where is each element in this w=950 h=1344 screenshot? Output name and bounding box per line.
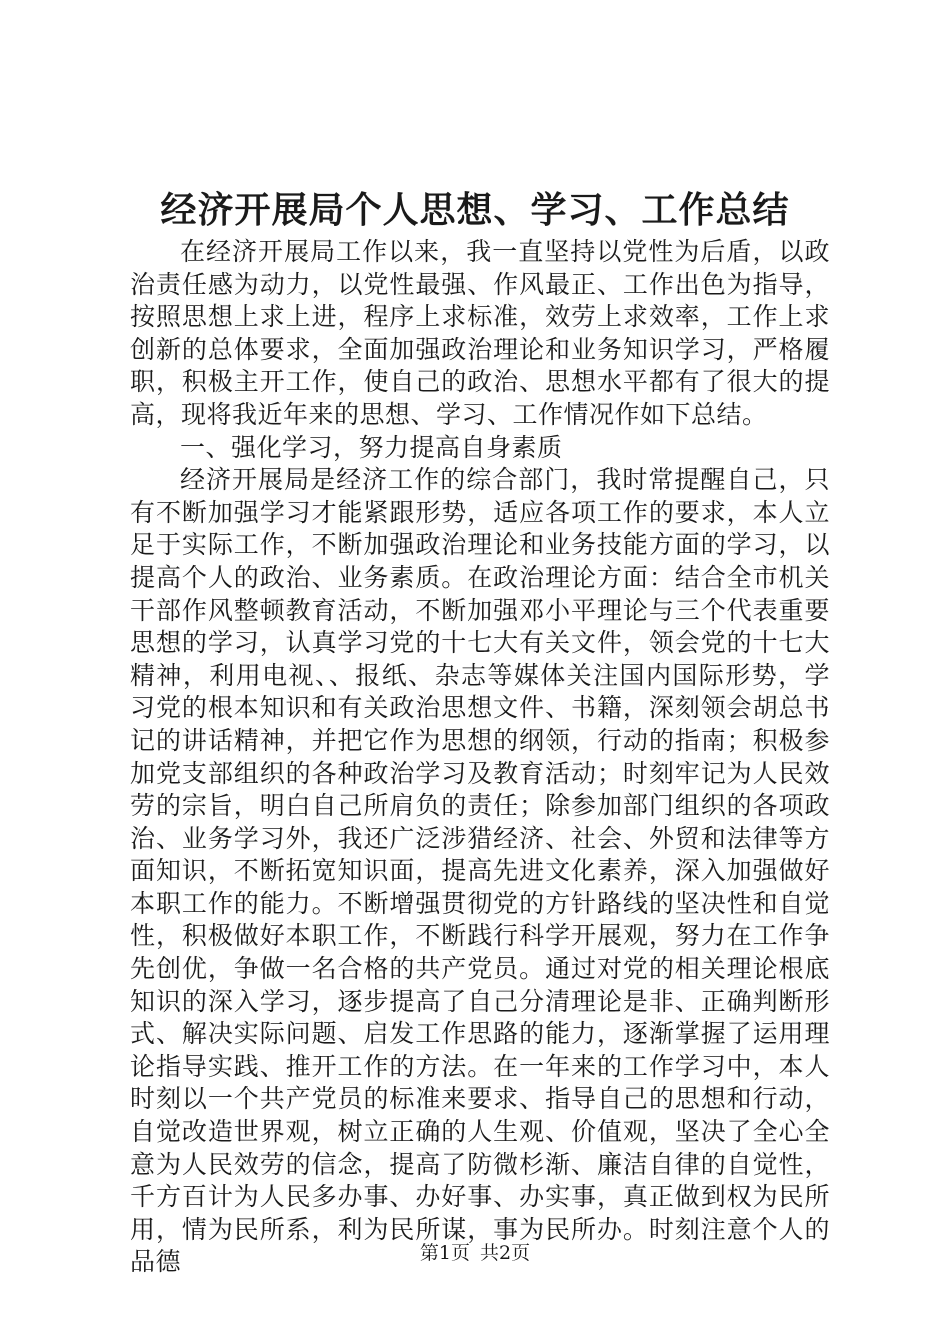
page-footer: [0, 1240, 950, 1266]
page-number: 第1页: [419, 1242, 470, 1264]
section-heading: 一、强化学习，努力提高自身素质: [180, 432, 563, 462]
page-total: 共2页: [480, 1242, 531, 1264]
document-body: [130, 236, 830, 1279]
intro-paragraph: 在经济开展局工作以来，我一直坚持以党性为后盾，以政治责任感为动力，以党性最强、作风最正、工作出色为指导，按照思想上求上进，程序上求标准，效劳上求效率，工作上求创新的总体要求，全面加强政治理论和业务知识学习，严格履职，积极主开工作，使自己的政治、思想水平都有了很大的提高，现将我近年来的思想、学习、工作情况作如下总结。: [130, 237, 830, 429]
section-paragraph: 经济开展局是经济工作的综合部门，我时常提醒自己，只有不断加强学习才能紧跟形势，适应各项工作的要求，本人立足于实际工作，不断加强政治理论和业务技能方面的学习，以提高个人的政治、业务素质。在政治理论方面：结合全市机关干部作风整顿教育活动，不断加强邓小平理论与三个代表重要思想的学习，认真学习党的十七大有关文件，领会党的十七大精神，利用电视、、报纸、杂志等媒体关注国内国际形势，学习党的根本知识和有关政治思想文件、书籍，深刻领会胡总书记的讲话精神，并把它作为思想的纲领，行动的指南；积极参加党支部组织的各种政治学习及教育活动；时刻牢记为人民效劳的宗旨，明白自己所肩负的责任；除参加部门组织的各项政治、业务学习外，我还广泛涉猎经济、社会、外贸和法律等方面知识，不断拓宽知识面，提高先进文化素养，深入加强做好本职工作的能力。不断增强贯彻党的方针路线的坚决性和自觉性，积极做好本职工作，不断践行科学开展观，努力在工作争先创优，争做一名合格的共产党员。通过对党的相关理论根底知识的深入学习，逐步提高了自己分清理论是非、正确判断形式、解决实际问题、启发工作思路的能力，逐渐掌握了运用理论指导实践、推开工作的方法。在一年来的工作学习中，本人时刻以一个共产党员的标准来要求、指导自己的思想和行动，自觉改造世界观，树立正确的人生观、价值观，坚决了全心全意为人民效劳的信念，提高了防微杉渐、廉洁自律的自觉性，千方百计为人民多办事、办好事、办实事，真正做到权为民所用，情为民所系，利为民所谋，事为民所办。时刻注意个人的品德: [130, 465, 830, 1277]
document-title: 经济开展局个人思想、学习、工作总结: [160, 189, 790, 231]
